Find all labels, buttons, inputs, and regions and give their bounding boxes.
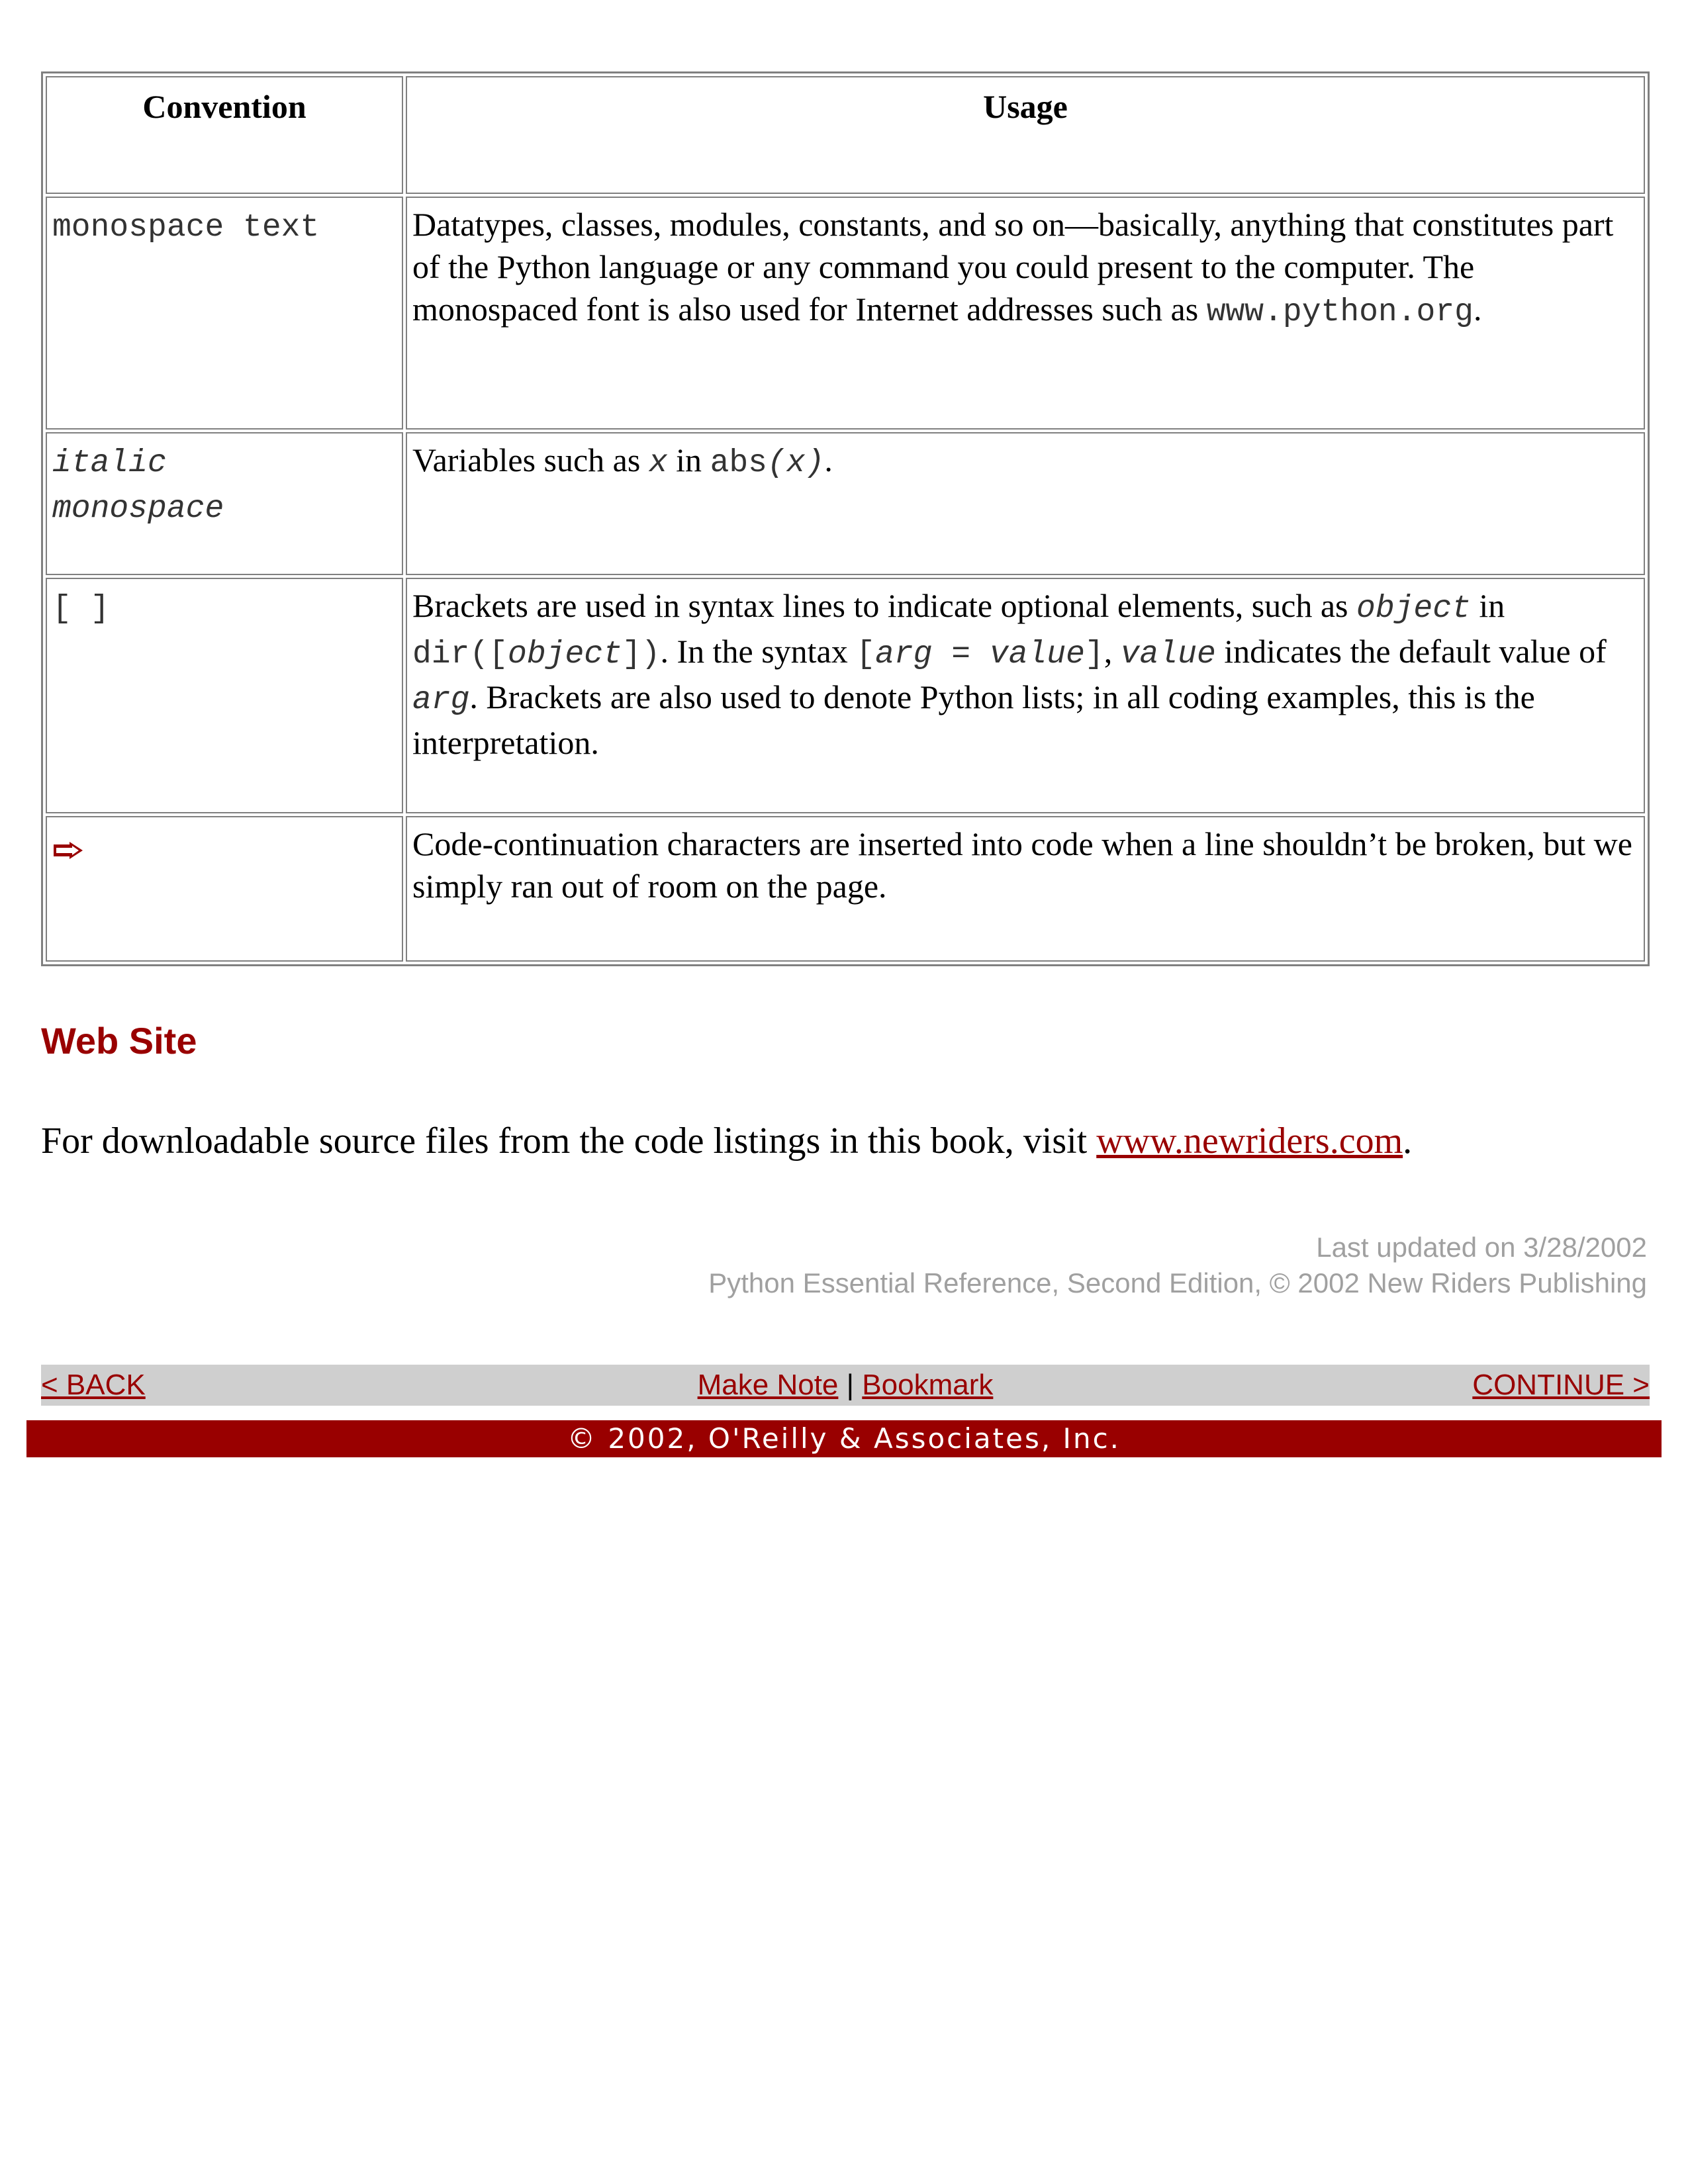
table-row [46, 432, 1645, 575]
bracket-open: [ [856, 637, 876, 672]
download-text: For downloadable source files from the code listings in this book, visit [41, 1120, 1097, 1161]
book-credit-text: Python Essential Reference, Second Edition, © 2002 New Riders Publishing [708, 1267, 1647, 1298]
usage-text: . In the syntax [660, 633, 857, 670]
header-usage: Usage [406, 76, 1645, 194]
convention-cell [46, 197, 403, 430]
arg-value-code: arg = value [875, 637, 1085, 672]
usage-text: Datatypes, classes, modules, constants, and so on—basically, anything that constitutes part of the Python language or any command you could present to the computer. The monospaced font is also used for Internet addresses such as [412, 206, 1614, 328]
bookmark-link[interactable]: Bookmark [862, 1369, 994, 1401]
usage-text: Variables such as [412, 441, 649, 478]
navigation-bar [41, 1365, 1650, 1406]
usage-cell [406, 578, 1645, 813]
usage-text: , [1103, 633, 1121, 670]
url-code: www.python.org [1206, 295, 1474, 330]
table-header-row [46, 76, 1645, 194]
continue-link[interactable]: CONTINUE > [1472, 1369, 1650, 1401]
copyright-footer: © 2002, O'Reilly & Associates, Inc. [26, 1420, 1662, 1457]
var-code: x [648, 445, 668, 481]
dir-code-end: ]) [622, 637, 661, 672]
usage-cell: Code-continuation characters are inserted into code when a line shouldn’t be broken, but we simply ran out of room on the page. [406, 816, 1645, 962]
func-arg-code: (x) [767, 445, 825, 481]
table-row [46, 816, 1645, 962]
usage-text: indicates the default value of [1215, 633, 1607, 670]
newriders-link[interactable]: www.newriders.com [1096, 1120, 1403, 1161]
value-code: value [1120, 637, 1216, 672]
convention-cell [46, 578, 403, 813]
usage-text: Brackets are used in syntax lines to indicate optional elements, such as [412, 587, 1357, 624]
back-link[interactable]: < BACK [41, 1369, 146, 1401]
convention-text: [ ] [52, 591, 110, 627]
bracket-close: ] [1084, 637, 1104, 672]
usage-text: . [824, 441, 833, 478]
nav-separator: | [846, 1369, 855, 1401]
convention-cell [46, 432, 403, 575]
note-bookmark-group [41, 1369, 1650, 1402]
usage-cell [406, 197, 1645, 430]
last-updated-text: Last updated on 3/28/2002 [1316, 1232, 1647, 1263]
convention-cell [46, 816, 403, 962]
make-note-link[interactable]: Make Note [697, 1369, 839, 1401]
dir-code: dir([ [412, 637, 508, 672]
object-code: object [1356, 591, 1471, 627]
func-code: abs [710, 445, 767, 481]
convention-text: italic [52, 445, 167, 481]
conventions-table [41, 71, 1650, 966]
table-row [46, 197, 1645, 430]
code-continuation-arrow-icon [52, 827, 84, 869]
header-convention: Convention [46, 76, 403, 194]
download-paragraph [41, 1120, 1412, 1162]
object-code: object [508, 637, 622, 672]
usage-text: in [1470, 587, 1505, 624]
usage-text: . [1473, 291, 1482, 328]
usage-text: . Brackets are also used to denote Python lists; in all coding examples, this is the interpretation. [412, 678, 1535, 761]
usage-text: in [667, 441, 710, 478]
download-text-end: . [1403, 1120, 1413, 1161]
arg-code: arg [412, 682, 470, 718]
convention-text: monospace [52, 491, 224, 527]
table-row [46, 578, 1645, 813]
convention-text: monospace text [52, 210, 320, 246]
usage-cell [406, 432, 1645, 575]
last-updated-block [708, 1230, 1647, 1301]
web-site-heading: Web Site [41, 1020, 197, 1062]
